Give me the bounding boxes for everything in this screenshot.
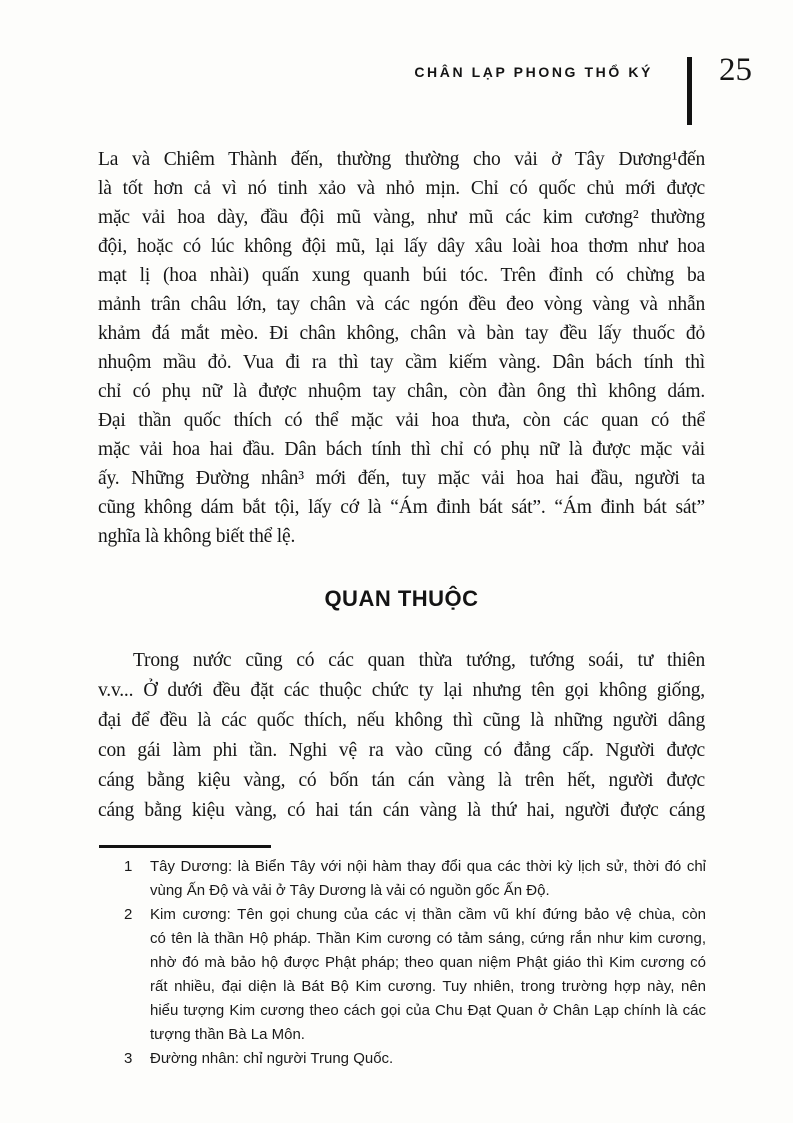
text-line: rất nhiều, đại diện là Bát Bộ Kim cương. Tuy nhiên, trong trường hợp này, nên xyxy=(150,978,706,995)
paragraph-1 xyxy=(98,145,705,551)
page-number: 25 xyxy=(719,52,752,88)
text-line: Trong nước cũng có các quan thừa tướng, tướng soái, tư thiên xyxy=(133,650,705,671)
text-line: là tốt hơn cả vì nó tinh xảo và nhỏ mịn. Chỉ có quốc chủ mới được xyxy=(98,178,705,199)
text-line: con gái làm phi tần. Nghi vệ ra vào cũng có đẳng cấp. Người được xyxy=(98,740,705,761)
text-line: mặc vải hoa hai đầu. Dân bách tính thì chỉ có phụ nữ là được mặc vải xyxy=(98,439,705,460)
text-line: nhờ đó mà bảo hộ được Phật pháp; theo quan niệm Phật giáo thì Kim cương có xyxy=(150,954,706,971)
text-line: Kim cương: Tên gọi chung của các vị thần cầm vũ khí đứng bảo vệ chùa, còn xyxy=(150,906,706,923)
footnote-text xyxy=(150,903,706,1047)
text-line: Tây Dương: là Biển Tây với nội hàm thay đổi qua các thời kỳ lịch sử, thời đó chỉ xyxy=(150,858,706,875)
footnote-item-1 xyxy=(124,855,706,903)
text-line: Đại thần quốc thích có thể mặc vải hoa thưa, còn các quan có thể xyxy=(98,410,705,431)
text-line: tượng thần Bà La Môn. xyxy=(150,1026,305,1043)
text-line: vùng Ấn Độ và vải ở Tây Dương là vải có nguồn gốc Ấn Độ. xyxy=(150,882,550,899)
text-line: mặc vải hoa dày, đầu đội mũ vàng, như mũ các kim cương² thường xyxy=(98,207,705,228)
text-line: có tên là thần Hộ pháp. Thần Kim cương có tảm sáng, cứng rắn như kim cương, xyxy=(150,930,706,947)
text-line: ấy. Những Đường nhân³ mới đến, tuy mặc vải hoa hai đầu, người ta xyxy=(98,468,705,489)
footnote-number: 1 xyxy=(124,858,133,875)
footnote-item-3 xyxy=(124,1047,706,1071)
footnotes-section xyxy=(124,855,706,1071)
text-line: La và Chiêm Thành đến, thường thường cho vải ở Tây Dương¹đến xyxy=(98,149,705,170)
text-line: đại để đều là các quốc thích, nếu không thì cũng là những người dâng xyxy=(98,710,705,731)
text-line: v.v... Ở dưới đều đặt các thuộc chức ty lại nhưng tên gọi không giống, xyxy=(98,680,705,701)
text-line: chỉ có phụ nữ là được nhuộm tay chân, còn đàn ông thì không dám. xyxy=(98,381,705,402)
footnote-text xyxy=(150,855,706,903)
text-line: nghĩa là không biết thể lệ. xyxy=(98,526,296,547)
footnote-separator xyxy=(99,845,271,848)
header-divider-bar xyxy=(687,57,692,125)
text-line: cũng không dám bắt tội, lấy cớ là “Ám đinh bát sát”. “Ám đinh bát sát” xyxy=(98,497,705,518)
text-line: cáng bằng kiệu vàng, có bốn tán cán vàng là trên hết, người được xyxy=(98,770,705,791)
text-line: cáng bằng kiệu vàng, có hai tán cán vàng là thứ hai, người được cáng xyxy=(98,800,705,821)
footnote-text xyxy=(150,1047,706,1071)
running-title: CHÂN LẠP PHONG THỔ KÝ xyxy=(414,64,653,80)
text-line: mảnh trân châu lớn, tay chân và các ngón đều đeo vòng vàng và nhẫn xyxy=(98,294,705,315)
footnote-number: 3 xyxy=(124,1050,133,1067)
text-line: khảm đá mắt mèo. Đi chân không, chân và bàn tay đều lấy thuốc đỏ xyxy=(98,323,705,344)
text-line: hiểu tượng Kim cương theo cách gọi của Chu Đạt Quan ở Chân Lạp chính là các xyxy=(150,1002,706,1019)
text-line: đội, hoặc có lúc không đội mũ, lại lấy dây xâu loài hoa thơm như hoa xyxy=(98,236,705,257)
text-line: nhuộm mầu đỏ. Vua đi ra thì tay cầm kiếm vàng. Dân bách tính thì xyxy=(98,352,705,373)
text-line: Đường nhân: chỉ người Trung Quốc. xyxy=(150,1050,394,1067)
paragraph-2 xyxy=(98,646,705,826)
footnote-item-2 xyxy=(124,903,706,1047)
section-heading: QUAN THUỘC xyxy=(324,586,479,611)
text-line: mạt lị (hoa nhài) quấn xung quanh búi tóc. Trên đỉnh có chừng ba xyxy=(98,265,705,286)
footnote-number: 2 xyxy=(124,906,133,923)
